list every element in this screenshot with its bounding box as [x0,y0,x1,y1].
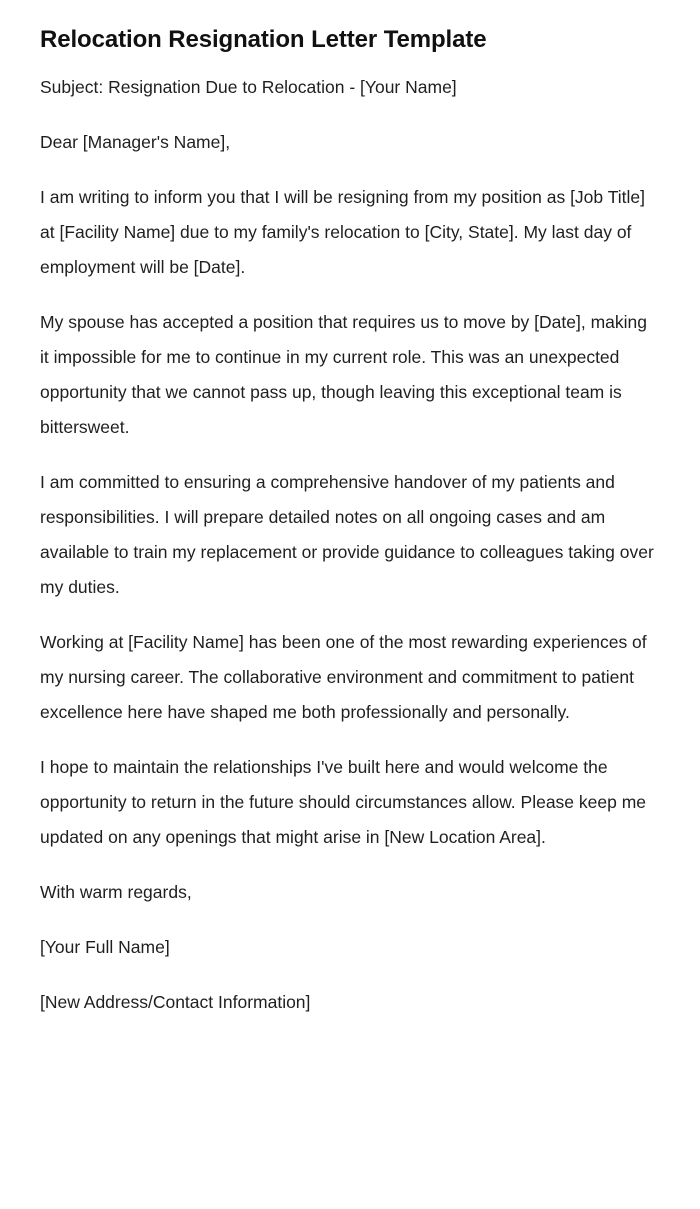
salutation: Dear [Manager's Name], [40,132,231,152]
body-paragraph-3: I am committed to ensuring a comprehensive handover of my patients and responsibilities. I will prepare detailed notes on all ongoing cases and am available to train my replacement or provide guidance to colleagues taking over my duties. [40,472,654,597]
page-title: Relocation Resignation Letter Template [40,26,487,53]
body-paragraph-4: Working at [Facility Name] has been one of the most rewarding experiences of my nursing career. The collaborative environment and commitment to patient excellence here have shaped me both professionally and personally. [40,632,647,722]
body-paragraph-1: I am writing to inform you that I will be resigning from my position as [Job Title] at [Facility Name] due to my family's relocation to [City, State]. My last day of employment will be [Date]. [40,187,645,277]
contact-information: [New Address/Contact Information] [40,992,311,1012]
signoff-line: With warm regards, [40,882,192,902]
signature-name: [Your Full Name] [40,937,170,957]
subject-line: Subject: Resignation Due to Relocation - [Your Name] [40,77,457,97]
body-paragraph-2: My spouse has accepted a position that requires us to move by [Date], making it impossible for me to continue in my current role. This was an unexpected opportunity that we cannot pass up, though leaving this exceptional team is bittersweet. [40,312,647,437]
letter-body [40,70,660,1020]
body-paragraph-5: I hope to maintain the relationships I've built here and would welcome the opportunity to return in the future should circumstances allow. Please keep me updated on any openings that might arise in [New Location Area]. [40,757,647,847]
